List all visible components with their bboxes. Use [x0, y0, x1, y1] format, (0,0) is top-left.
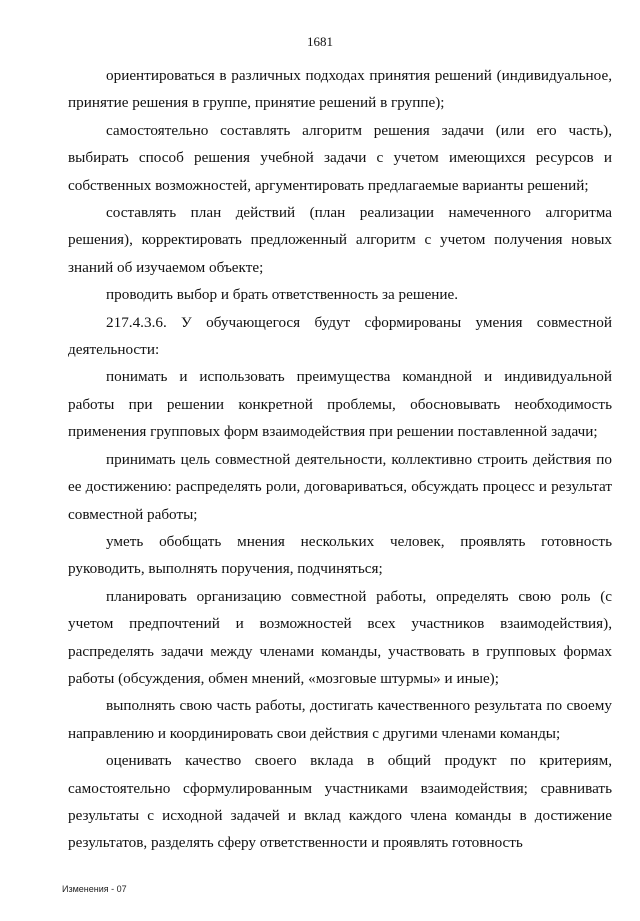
page-number: 1681: [307, 34, 333, 49]
paragraph: ориентироваться в различных подходах принятия решений (индивидуальное, принятие решения в группе, принятие решений в группе);: [68, 67, 612, 112]
paragraph: планировать организацию совместной работы, определять свою роль (с учетом предпочтений и возможностей всех участников взаимодействия), распределять задачи между членами команды, участвовать в групповых формах работы (обсуждения, обмен мнений, «мозговые штурмы» и иные);: [68, 587, 612, 687]
paragraph: оценивать качество своего вклада в общий продукт по критериям, самостоятельно сформулированным участниками взаимодействия; сравнивать результаты с исходной задачей и вклад каждого члена команды в достижение результатов, разделять сферу ответственности и проявлять готовность: [68, 752, 612, 852]
paragraph: проводить выбор и брать ответственность за решение.: [106, 286, 459, 304]
paragraph: уметь обобщать мнения нескольких человек, проявлять готовность руководить, выполнять поручения, подчиняться;: [68, 532, 612, 578]
footer-revision: Изменения - 07: [62, 884, 127, 894]
paragraph: выполнять свою часть работы, достигать качественного результата по своему направлению и координировать свои действия с другими членами команды;: [68, 697, 612, 742]
paragraph: составлять план действий (план реализации намеченного алгоритма решения), корректировать предложенный алгоритм с учетом получения новых знаний об изучаемом объекте;: [68, 204, 612, 276]
paragraph: самостоятельно составлять алгоритм решения задачи (или его часть), выбирать способ решения учебной задачи с учетом имеющихся ресурсов и собственных возможностей, аргументировать предлагаемые варианты решений;: [68, 121, 612, 194]
section-paragraph: 217.4.3.6. У обучающегося будут сформированы умения совместной деятельности:: [68, 313, 612, 359]
body-text: [68, 62, 612, 857]
paragraph: понимать и использовать преимущества командной и индивидуальной работы при решении конкретной проблемы, обосновывать необходимость применения групповых форм взаимодействия при решении поставленной задачи;: [68, 368, 612, 441]
paragraph: принимать цель совместной деятельности, коллективно строить действия по ее достижению: распределять роли, договариваться, обсуждать процесс и результат совместной работы;: [68, 450, 612, 523]
